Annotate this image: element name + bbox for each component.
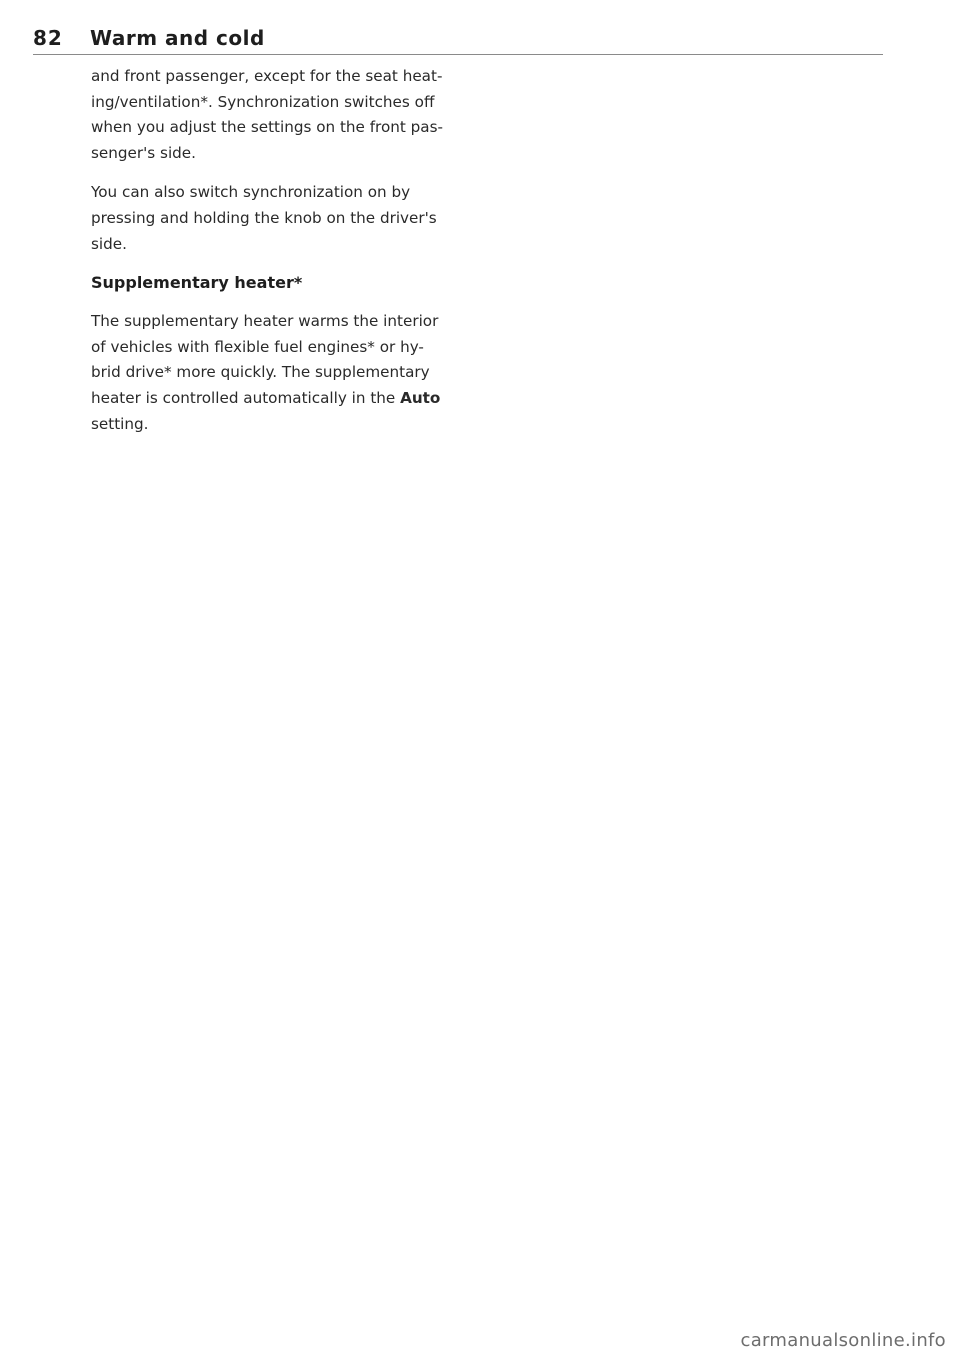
paragraph-tail: setting. xyxy=(91,414,149,433)
paragraph-supplementary-heater xyxy=(91,309,471,437)
page-number: 82 xyxy=(33,26,63,50)
page-header xyxy=(33,24,883,55)
footer-watermark: carmanualsonline.info xyxy=(740,1330,946,1351)
paragraph-switch-on: You can also switch synchronization on by pressing and holding the knob on the driver's side. xyxy=(91,183,437,253)
auto-setting-label: Auto xyxy=(400,388,441,407)
section-title: Warm and cold xyxy=(90,26,265,50)
paragraph-synchronization: and front passenger, except for the seat heat- ing/ventilation*. Synchronization switches off when you adjust the settings on the front pas- senger's side. xyxy=(91,67,444,162)
text-column xyxy=(91,64,471,451)
paragraph-text: The supplementary heater warms the interior of vehicles with flexible fuel engines* or hy- brid drive* more quickly. The supplementary heater is controlled automatically in the xyxy=(91,312,439,407)
subheading-supplementary-heater: Supplementary heater* xyxy=(91,273,303,293)
